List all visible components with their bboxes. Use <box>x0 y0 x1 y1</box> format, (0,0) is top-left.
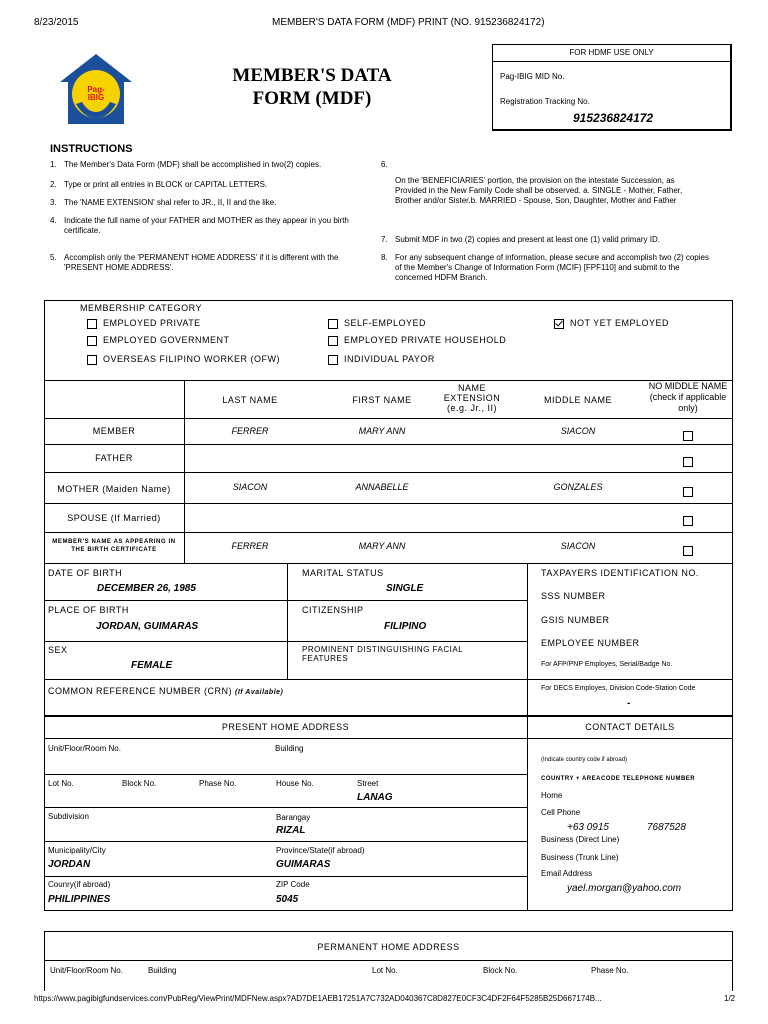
option-private-household[interactable] <box>328 335 506 346</box>
address-frame <box>44 716 733 911</box>
cell-label: Cell Phone <box>541 808 581 817</box>
row-label-birth-cert: MEMBER'S NAME AS APPEARING IN THE BIRTH CERTIFICATE <box>52 539 176 553</box>
marital-label: MARITAL STATUS <box>302 568 384 578</box>
citizenship-value: FILIPINO <box>384 621 427 632</box>
tin-label: TAXPAYERS IDENTIFICATION NO. <box>541 568 699 578</box>
row-label-father: FATHER <box>95 453 133 463</box>
province-label: Province/State(if abroad) <box>276 846 365 855</box>
instr-text: Type or print all entries in BLOCK or CAPITAL LETTERS. <box>64 180 268 189</box>
form-title <box>222 64 402 110</box>
dob-label: DATE OF BIRTH <box>48 568 123 578</box>
option-not-yet-employed[interactable] <box>554 318 669 329</box>
row-label-mother: MOTHER (Maiden Name) <box>57 484 171 494</box>
mother-middle-name: GONZALES <box>553 482 603 492</box>
country-value: PHILIPPINES <box>48 894 111 905</box>
pob-label: PLACE OF BIRTH <box>48 605 129 615</box>
sex-label: SEX <box>48 645 68 655</box>
citizenship-label: CITIZENSHIP <box>302 605 364 615</box>
option-individual-payor[interactable] <box>328 354 435 365</box>
instr-text: The 'NAME EXTENSION' shal refer to JR., II, II and the like. <box>64 198 277 207</box>
province-value: GUIMARAS <box>276 859 331 870</box>
rtn-value: 915236824172 <box>573 111 654 125</box>
email-value: yael.morgan@yahoo.com <box>567 883 682 894</box>
present-address-heading: PRESENT HOME ADDRESS <box>221 722 350 732</box>
unit-label: Unit/Floor/Room No. <box>48 744 121 753</box>
phase-label: Phase No. <box>199 779 237 788</box>
checkbox[interactable] <box>328 336 338 346</box>
rtn-label: Registration Tracking No. <box>500 97 590 106</box>
marital-value: SINGLE <box>386 583 424 594</box>
street-value: LANAG <box>357 792 393 803</box>
option-label: EMPLOYED PRIVATE HOUSEHOLD <box>344 335 507 345</box>
option-employed-private[interactable] <box>87 318 201 329</box>
permanent-address-heading: PERMANENT HOME ADDRESS <box>317 942 460 952</box>
option-label: INDIVIDUAL PAYOR <box>344 354 435 364</box>
footer-url[interactable]: https://www.pagibigfundservices.com/PubReg/ViewPrint/MDFNew.aspx?AD7DE1AEB17251A7C732AD040367C8D827E0CF3C4DF2F64F5285B25D667174B... <box>34 994 602 1003</box>
instr-num: 5. <box>50 253 57 262</box>
col-middle-name: MIDDLE NAME <box>543 395 612 405</box>
perm-lot-label: Lot No. <box>372 966 398 975</box>
instr-text: Accomplish only the 'PERMANENT HOME ADDRESS' if it is different with the 'PRESENT HOME ADDRESS'. <box>64 253 339 272</box>
business-trunk-label: Business (Trunk Line) <box>541 853 619 862</box>
father-no-middle-checkbox[interactable] <box>683 453 699 471</box>
row-label-spouse: SPOUSE (If Married) <box>67 513 161 523</box>
cell-number: 7687528 <box>647 822 686 833</box>
zip-value: 5045 <box>276 894 299 905</box>
perm-building-label: Building <box>148 966 177 975</box>
form-title-line1: MEMBER'S DATA <box>232 65 392 86</box>
instr-text: On the 'BENEFICIARIES' portion, the provision on the intestate Succession, as Provided in the New Family Code shall be observed. a. SINGLE - Mother, Father, Brother and/or Sister.b. MARRIED - Spouse, Son, Daughter, Mother and Father <box>395 176 683 205</box>
instr-num: 8. <box>381 253 388 262</box>
facial-label: PROMINENT DISTINGUISHING FACIAL FEATURES <box>302 645 463 663</box>
building-label: Building <box>275 744 304 753</box>
bc-last-name: FERRER <box>231 541 269 551</box>
checkbox[interactable] <box>328 319 338 329</box>
barangay-label: Barangay <box>276 813 311 822</box>
member-first-name: MARY ANN <box>358 426 406 436</box>
instructions-heading: INSTRUCTIONS <box>50 143 133 155</box>
cell-code: +63 0915 <box>567 822 609 833</box>
row-label-member: MEMBER <box>92 426 136 436</box>
mother-first-name: ANNABELLE <box>355 482 409 492</box>
crn-note: (If Available) <box>235 689 284 696</box>
print-date: 8/23/2015 <box>34 17 79 28</box>
contact-heading: CONTACT DETAILS <box>585 722 675 732</box>
spouse-no-middle-checkbox[interactable] <box>683 512 699 530</box>
checkbox[interactable] <box>87 319 97 329</box>
option-self-employed[interactable] <box>328 318 426 329</box>
municipality-value: JORDAN <box>48 859 91 870</box>
instr-num: 2. <box>50 180 57 189</box>
instr-text: Submit MDF in two (2) copies and present at least one (1) valid primary ID. <box>395 235 660 244</box>
instr-num: 7. <box>381 235 388 244</box>
svg-text:Pag-: Pag- <box>87 85 105 94</box>
business-direct-label: Business (Direct Line) <box>541 835 620 844</box>
print-title: MEMBER'S DATA FORM (MDF) PRINT (NO. 915236824172) <box>272 17 545 28</box>
sex-value: FEMALE <box>131 660 173 671</box>
street-label: Street <box>357 779 379 788</box>
member-no-middle-checkbox[interactable] <box>683 427 699 445</box>
option-ofw[interactable] <box>87 354 280 365</box>
municipality-label: Municipality/City <box>48 846 106 855</box>
perm-block-label: Block No. <box>483 966 518 975</box>
instr-text: For any subsequent change of information, please secure and accomplish two (2) copies of the Member's Change of Information Form (MCIF) [FPF110] and submit to the concerned HDFM Branch. <box>395 253 709 282</box>
form-title-line2: FORM (MDF) <box>252 88 372 109</box>
employee-label: EMPLOYEE NUMBER <box>541 638 640 648</box>
option-label: OVERSEAS FILIPINO WORKER (OFW) <box>103 354 281 364</box>
col-name-extension: NAME EXTENSION (e.g. Jr., II) <box>443 383 501 413</box>
hdmf-use-box <box>492 44 732 131</box>
gsis-label: GSIS NUMBER <box>541 615 610 625</box>
instr-num: 1. <box>50 160 57 169</box>
col-no-middle-name: NO MIDDLE NAME (check if applicable only) <box>648 381 728 413</box>
afp-label: For AFP/PNP Employes, Serial/Badge No. <box>541 661 673 668</box>
decs-label: For DECS Employes, Division Code-Station Code <box>541 685 696 692</box>
bc-no-middle-checkbox[interactable] <box>683 542 699 560</box>
instr-text: The Member's Data Form (MDF) shall be accomplished in two(2) copies. <box>64 160 322 169</box>
checkbox[interactable] <box>87 355 97 365</box>
instr-text: Indicate the full name of your FATHER and MOTHER as they appear in you birth certificate. <box>64 216 349 235</box>
permanent-address-frame <box>44 931 733 991</box>
email-label: Email Address <box>541 869 593 878</box>
option-label: EMPLOYED GOVERNMENT <box>103 335 230 345</box>
crn-label <box>48 686 283 696</box>
pob-value: JORDAN, GUIMARAS <box>96 621 199 632</box>
pagibig-logo <box>58 52 134 126</box>
hdmf-header: FOR HDMF USE ONLY <box>493 45 730 62</box>
member-middle-name: SIACON <box>560 426 596 436</box>
instr-num: 6. <box>381 160 388 169</box>
barangay-value: RIZAL <box>276 825 306 836</box>
contact-note: (Indicate country code if abroad) <box>541 757 628 763</box>
instr-num: 3. <box>50 198 57 207</box>
crn-label-text: COMMON REFERENCE NUMBER (CRN) <box>48 686 232 696</box>
mid-label: Pag-IBIG MID No. <box>500 72 565 81</box>
footer-page: 1/2 <box>724 994 736 1003</box>
instr-num: 4. <box>50 216 57 225</box>
sss-label: SSS NUMBER <box>541 591 606 601</box>
col-last-name: LAST NAME <box>222 395 278 405</box>
col-first-name: FIRST NAME <box>352 395 412 405</box>
svg-text:IBIG: IBIG <box>87 93 105 102</box>
home-label: Home <box>541 791 563 800</box>
subdivision-label: Subdivision <box>48 812 89 821</box>
option-label: SELF-EMPLOYED <box>344 318 427 328</box>
option-employed-government[interactable] <box>87 335 230 346</box>
house-label: House No. <box>276 779 314 788</box>
checkbox-checked[interactable] <box>554 319 564 329</box>
bc-middle-name: SIACON <box>560 541 596 551</box>
country-label: Counry(if abroad) <box>48 880 111 889</box>
option-label: NOT YET EMPLOYED <box>570 318 670 328</box>
perm-unit-label: Unit/Floor/Room No. <box>50 966 123 975</box>
membership-heading: MEMBERSHIP CATEGORY <box>80 303 203 313</box>
zip-label: ZIP Code <box>276 880 310 889</box>
dob-value: DECEMBER 26, 1985 <box>97 583 196 594</box>
decs-value: - <box>627 698 631 709</box>
checkbox[interactable] <box>328 355 338 365</box>
lot-label: Lot No. <box>48 779 74 788</box>
contact-format: COUNTRY + AREACODE TELEPHONE NUMBER <box>541 776 696 782</box>
member-last-name: FERRER <box>231 426 269 436</box>
mother-no-middle-checkbox[interactable] <box>683 483 699 501</box>
checkbox[interactable] <box>87 336 97 346</box>
option-label: EMPLOYED PRIVATE <box>103 318 201 328</box>
bc-first-name: MARY ANN <box>358 541 406 551</box>
perm-phase-label: Phase No. <box>591 966 629 975</box>
mother-last-name: SIACON <box>232 482 268 492</box>
block-label: Block No. <box>122 779 157 788</box>
